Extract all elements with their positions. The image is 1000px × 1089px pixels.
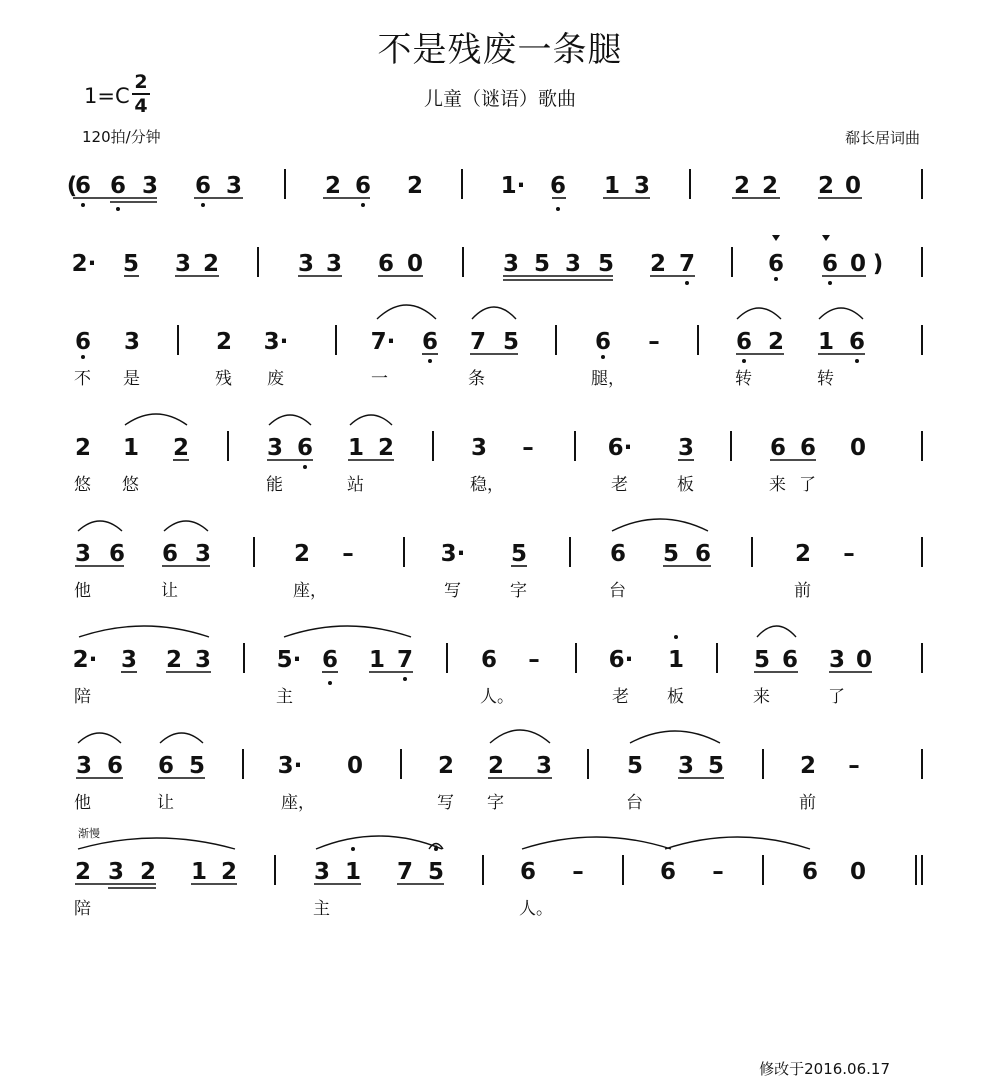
slur xyxy=(269,415,311,425)
note: 2 xyxy=(487,753,505,779)
note: 3 xyxy=(297,251,315,277)
note: 2 xyxy=(406,173,424,199)
time-signature-numerator: 2 xyxy=(134,71,148,93)
note: 7 xyxy=(469,329,487,355)
lyric: 让 xyxy=(157,793,174,813)
octave-dot xyxy=(828,281,832,285)
lyric: 悠 xyxy=(74,475,91,495)
slur xyxy=(164,521,208,531)
note: 3 xyxy=(633,173,651,199)
note: 7 xyxy=(396,859,414,885)
note: 1 xyxy=(667,647,685,673)
fermata-dot xyxy=(434,845,437,848)
lyric: 废 xyxy=(267,369,284,389)
note: 2 xyxy=(74,859,92,885)
note: 7 xyxy=(396,647,414,673)
note: 6 xyxy=(74,173,92,199)
note: 6 xyxy=(377,251,395,277)
tempo-marking: 120拍/分钟 xyxy=(82,128,161,146)
note: 3 xyxy=(123,329,141,355)
note: – xyxy=(572,859,584,885)
note: – xyxy=(648,329,660,355)
note: 5 xyxy=(753,647,771,673)
note: 1 xyxy=(190,859,208,885)
note: 5 xyxy=(597,251,615,277)
lyric: 写 xyxy=(437,793,454,813)
octave-dot xyxy=(556,207,560,211)
key-signature: 1=C xyxy=(84,84,130,108)
note: 6 xyxy=(659,859,677,885)
slur xyxy=(350,415,392,425)
note: 2 xyxy=(165,647,183,673)
octave-dot xyxy=(403,677,407,681)
note: 6· xyxy=(607,435,633,461)
lyric: 他 xyxy=(74,581,91,601)
slur xyxy=(377,305,436,319)
octave-dot xyxy=(81,203,85,207)
note: 6 xyxy=(321,647,339,673)
note: 6 xyxy=(767,251,785,277)
note: 3 xyxy=(120,647,138,673)
note: 3· xyxy=(277,753,303,779)
note: 2 xyxy=(377,435,395,461)
lyric: 前 xyxy=(799,793,816,813)
slur xyxy=(284,626,411,637)
note: 6 xyxy=(821,251,839,277)
slur xyxy=(472,307,516,319)
note: – xyxy=(522,435,534,461)
octave-dot xyxy=(742,359,746,363)
revision-date: 修改于2016.06.17 xyxy=(759,1060,890,1078)
note: 2· xyxy=(71,251,97,277)
slur xyxy=(125,414,187,425)
lyric: 悠 xyxy=(122,475,139,495)
time-signature-denominator: 4 xyxy=(134,95,148,117)
note: 3 xyxy=(174,251,192,277)
note: 6· xyxy=(608,647,634,673)
note: 6 xyxy=(735,329,753,355)
note: 6 xyxy=(194,173,212,199)
note: 2 xyxy=(74,435,92,461)
note: 3 xyxy=(535,753,553,779)
dynamic-marking: 渐慢 xyxy=(78,827,100,840)
accent-mark xyxy=(772,235,780,241)
note: 3 xyxy=(194,541,212,567)
note: 2 xyxy=(202,251,220,277)
note: 3· xyxy=(440,541,466,567)
note: 5 xyxy=(707,753,725,779)
octave-dot xyxy=(601,355,605,359)
lyric: 人。 xyxy=(519,899,553,919)
lyric: 一 xyxy=(371,369,388,389)
lyric: 站 xyxy=(347,475,364,495)
note: 6 xyxy=(108,541,126,567)
note: 3 xyxy=(470,435,488,461)
octave-dot xyxy=(351,847,355,851)
note: 3 xyxy=(325,251,343,277)
note: 6 xyxy=(354,173,372,199)
accent-mark xyxy=(822,235,830,241)
slur xyxy=(79,626,209,637)
note: 6 xyxy=(296,435,314,461)
octave-dot xyxy=(685,281,689,285)
note: 6 xyxy=(421,329,439,355)
note: 5 xyxy=(662,541,680,567)
note: 0 xyxy=(849,435,867,461)
note: 5· xyxy=(276,647,302,673)
lyric: 腿， xyxy=(591,369,625,389)
slur xyxy=(160,733,203,743)
note: 6 xyxy=(799,435,817,461)
note: – xyxy=(528,647,540,673)
note: 3 xyxy=(107,859,125,885)
note: 0 xyxy=(406,251,424,277)
note: 6 xyxy=(801,859,819,885)
lyric: 前 xyxy=(794,581,811,601)
note: 6 xyxy=(769,435,787,461)
lyric: 是 xyxy=(123,369,140,389)
note: 6 xyxy=(609,541,627,567)
lyric: 字 xyxy=(510,581,527,601)
song-subtitle: 儿童（谜语）歌曲 xyxy=(423,88,576,110)
lyric: 条 xyxy=(468,369,485,389)
lyric: 陪 xyxy=(74,899,91,919)
note: 3 xyxy=(313,859,331,885)
note: 3 xyxy=(74,541,92,567)
note: 2 xyxy=(220,859,238,885)
lyric: 板 xyxy=(677,475,694,495)
lyric: 不 xyxy=(74,369,91,389)
lyric: 台 xyxy=(626,793,643,813)
note: 0 xyxy=(844,173,862,199)
note: 1 xyxy=(817,329,835,355)
lyric: 转 xyxy=(735,369,752,389)
lyric: 写 xyxy=(444,581,461,601)
octave-dot xyxy=(328,681,332,685)
note: 5 xyxy=(427,859,445,885)
note: 6 xyxy=(106,753,124,779)
note: 3 xyxy=(828,647,846,673)
slur xyxy=(630,731,720,743)
note: 1 xyxy=(344,859,362,885)
lyric: 转 xyxy=(817,369,834,389)
octave-dot xyxy=(81,355,85,359)
note: 3 xyxy=(225,173,243,199)
note: 2 xyxy=(794,541,812,567)
lyric: 字 xyxy=(487,793,504,813)
lyric: 来 xyxy=(769,475,786,495)
octave-dot xyxy=(774,277,778,281)
note: 5 xyxy=(510,541,528,567)
note: 1· xyxy=(500,173,526,199)
note: 6 xyxy=(694,541,712,567)
note: 5 xyxy=(502,329,520,355)
lyric: 人。 xyxy=(480,687,514,707)
lyric: 座， xyxy=(281,793,315,813)
slur xyxy=(522,837,671,849)
lyric: 来 xyxy=(753,687,770,707)
note: ) xyxy=(872,251,884,277)
note: 2· xyxy=(72,647,98,673)
slur xyxy=(757,626,796,637)
slur xyxy=(665,837,810,849)
song-title: 不是残废一条腿 xyxy=(377,30,623,70)
octave-dot xyxy=(201,203,205,207)
note: 6 xyxy=(519,859,537,885)
lyric: 主 xyxy=(313,899,330,919)
note: 7· xyxy=(370,329,396,355)
note: 5 xyxy=(533,251,551,277)
lyric: 残 xyxy=(215,369,232,389)
note: – xyxy=(843,541,855,567)
lyric: 了 xyxy=(799,475,816,495)
note: 2 xyxy=(767,329,785,355)
slur xyxy=(819,308,863,319)
note: 2 xyxy=(437,753,455,779)
lyric: 稳， xyxy=(470,475,504,495)
note: 1 xyxy=(603,173,621,199)
slur xyxy=(316,836,442,849)
slur xyxy=(737,308,781,319)
lyric: 他 xyxy=(74,793,91,813)
lyric: 了 xyxy=(828,687,845,707)
note: 3 xyxy=(677,753,695,779)
note: 2 xyxy=(733,173,751,199)
note: 7 xyxy=(678,251,696,277)
octave-dot xyxy=(116,207,120,211)
octave-dot xyxy=(428,359,432,363)
note: 2 xyxy=(215,329,233,355)
author-credit: 郗长居词曲 xyxy=(844,129,920,147)
lyric: 能 xyxy=(266,475,283,495)
octave-dot xyxy=(855,359,859,363)
note: 3 xyxy=(677,435,695,461)
octave-dot xyxy=(303,465,307,469)
note: 2 xyxy=(172,435,190,461)
note: 6 xyxy=(157,753,175,779)
note: 1 xyxy=(368,647,386,673)
lyric: 座， xyxy=(293,581,327,601)
note: 3 xyxy=(75,753,93,779)
note: 3 xyxy=(266,435,284,461)
note: – xyxy=(712,859,724,885)
octave-dot xyxy=(361,203,365,207)
note: 6 xyxy=(161,541,179,567)
note: 6 xyxy=(480,647,498,673)
note: 2 xyxy=(799,753,817,779)
note: 3 xyxy=(194,647,212,673)
slur xyxy=(78,838,235,849)
lyric: 老 xyxy=(611,475,628,495)
note: ( xyxy=(66,173,78,199)
note: 3· xyxy=(263,329,289,355)
note: 2 xyxy=(817,173,835,199)
note: 0 xyxy=(855,647,873,673)
note: – xyxy=(848,753,860,779)
note: 3 xyxy=(564,251,582,277)
note: 3 xyxy=(141,173,159,199)
lyric: 板 xyxy=(667,687,684,707)
note: 5 xyxy=(122,251,140,277)
note: 1 xyxy=(347,435,365,461)
slur xyxy=(78,521,122,531)
note: 1 xyxy=(122,435,140,461)
note: 0 xyxy=(849,251,867,277)
lyric: 老 xyxy=(612,687,629,707)
note: 5 xyxy=(626,753,644,779)
note: 2 xyxy=(649,251,667,277)
lyric: 台 xyxy=(609,581,626,601)
lyric: 让 xyxy=(161,581,178,601)
lyric: 陪 xyxy=(74,687,91,707)
note: 6 xyxy=(109,173,127,199)
note: 6 xyxy=(74,329,92,355)
note: 6 xyxy=(781,647,799,673)
lyric: 主 xyxy=(276,687,293,707)
slur xyxy=(490,730,550,743)
note: 2 xyxy=(293,541,311,567)
note: 2 xyxy=(761,173,779,199)
note: 6 xyxy=(549,173,567,199)
slur xyxy=(612,519,708,531)
note: 5 xyxy=(188,753,206,779)
slur xyxy=(78,733,121,743)
octave-dot xyxy=(674,635,678,639)
note: 2 xyxy=(324,173,342,199)
note: 6 xyxy=(848,329,866,355)
note: 2 xyxy=(139,859,157,885)
note: 0 xyxy=(346,753,364,779)
note: 6 xyxy=(594,329,612,355)
note: 0 xyxy=(849,859,867,885)
note: 3 xyxy=(502,251,520,277)
note: – xyxy=(342,541,354,567)
